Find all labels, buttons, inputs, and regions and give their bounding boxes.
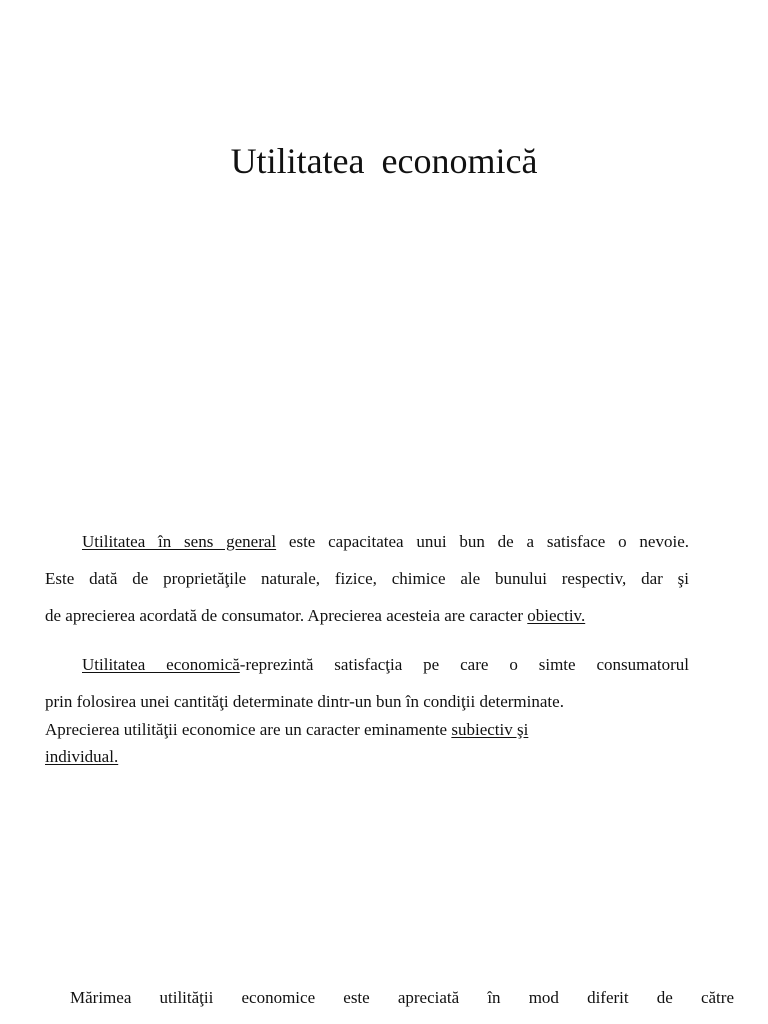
paragraph-1-line-1 [45,532,689,552]
paragraph-text: de aprecierea acordată de consumator. Aprecierea acesteia are caracter [45,606,528,625]
underlined-term: Utilitatea economică [82,655,240,674]
paragraph-text: Aprecierea utilităţii economice are un caracter eminamente [45,720,452,739]
paragraph-1-line-2 [45,569,689,589]
paragraph-text: este capacitatea unui bun de a satisface o nevoie. [276,532,689,551]
paragraph-text: -reprezintă satisfacţia pe care o simte consumatorul [239,655,689,674]
underlined-term: individual. [45,747,119,766]
paragraph-2-line-2 [45,692,689,712]
paragraph-text: Mărimea utilităţii economice este apreciată în mod diferit de către [70,988,734,1007]
paragraph-1-line-3 [45,606,689,626]
page-title: Utilitatea economică [230,141,538,181]
paragraph-2-line-3 [45,720,689,740]
paragraph-text: prin folosirea unei cantităţi determinate dintr-un bun în condiţii determinate. [45,692,564,711]
underlined-term: subiectiv şi [451,720,529,739]
paragraph-3-line-1 [70,988,734,1008]
underlined-term: obiectiv. [527,606,586,625]
paragraph-2-line-4 [45,747,689,767]
underlined-term: Utilitatea în sens general [82,532,277,551]
paragraph-2-line-1 [45,655,689,675]
paragraph-text: Este dată de proprietăţile naturale, fizice, chimice ale bunului respectiv, dar şi [45,569,689,588]
